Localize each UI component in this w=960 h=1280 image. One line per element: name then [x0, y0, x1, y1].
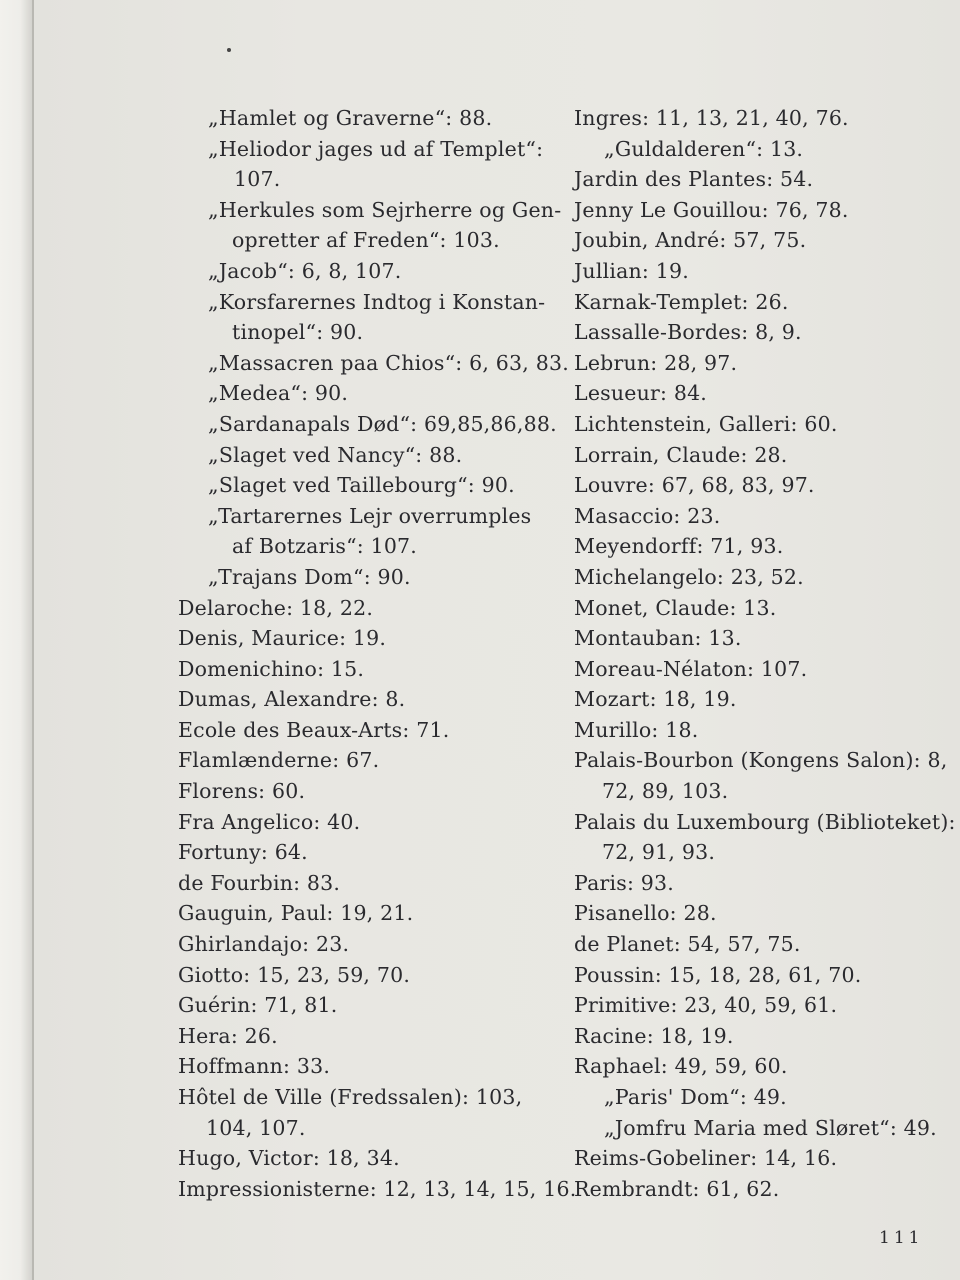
index-entry: „Massacren paa Chios“: 6, 63, 83.: [208, 350, 569, 375]
index-entry: Giotto: 15, 23, 59, 70.: [178, 962, 411, 987]
index-entry: Poussin: 15, 18, 28, 61, 70.: [574, 962, 862, 987]
index-entry: „Slaget ved Taillebourg“: 90.: [208, 473, 515, 498]
index-entry: „Heliodor jages ud af Templet“:: [208, 136, 544, 161]
index-entry: opretter af Freden“: 103.: [232, 228, 500, 253]
index-entry: „Guldalderen“: 13.: [604, 136, 804, 161]
page-edge: [0, 0, 34, 1280]
index-entry: Reims-Gobeliner: 14, 16.: [574, 1146, 838, 1171]
index-entry: Rembrandt: 61, 62.: [574, 1176, 780, 1201]
index-entry: Dumas, Alexandre: 8.: [178, 687, 406, 712]
index-entry: de Planet: 54, 57, 75.: [574, 932, 801, 957]
index-entry: Ghirlandajo: 23.: [178, 932, 350, 957]
index-entry: Ecole des Beaux-Arts: 71.: [178, 717, 450, 742]
index-entry: Michelangelo: 23, 52.: [574, 564, 804, 589]
index-entry: „Sardanapals Død“: 69,85,86,88.: [208, 411, 557, 436]
index-entry: de Fourbin: 83.: [178, 870, 341, 895]
index-entry: Ingres: 11, 13, 21, 40, 76.: [574, 106, 849, 130]
index-entry: Meyendorff: 71, 93.: [574, 534, 784, 559]
index-entry: Karnak-Templet: 26.: [574, 289, 789, 314]
index-entry: Murillo: 18.: [574, 717, 699, 742]
index-entry: Jardin des Plantes: 54.: [574, 167, 814, 192]
index-entry: Fra Angelico: 40.: [178, 809, 361, 834]
index-entry: 72, 91, 93.: [602, 840, 716, 865]
index-entry: „Korsfarernes Indtog i Konstan-: [208, 289, 546, 314]
index-entry: Fortuny: 64.: [178, 840, 308, 865]
index-entry: Hugo, Victor: 18, 34.: [178, 1146, 400, 1171]
index-entry: „Tartarernes Lejr overrumples: [208, 503, 532, 528]
index-column-left: [178, 103, 577, 1204]
index-entry: Guérin: 71, 81.: [178, 993, 338, 1018]
index-entry: Jullian: 19.: [574, 258, 689, 283]
index-entry: „Trajans Dom“: 90.: [208, 564, 411, 589]
index-entry: Lorrain, Claude: 28.: [574, 442, 788, 467]
index-entry: Mozart: 18, 19.: [574, 687, 737, 712]
index-entry: „Paris' Dom“: 49.: [604, 1085, 787, 1109]
index-entry: 104, 107.: [206, 1115, 306, 1140]
index-entry: 72, 89, 103.: [602, 779, 729, 804]
index-entry: Louvre: 67, 68, 83, 97.: [574, 473, 815, 498]
index-entry: Gauguin, Paul: 19, 21.: [178, 901, 414, 926]
index-entry: Racine: 18, 19.: [574, 1023, 734, 1048]
index-entry: Lassalle-Bordes: 8, 9.: [574, 320, 802, 345]
ink-dot: [227, 48, 231, 52]
index-entry: Domenichino: 15.: [178, 656, 365, 681]
index-entry: „Hamlet og Graverne“: 88.: [208, 106, 493, 130]
index-entry: Denis, Maurice: 19.: [178, 626, 387, 651]
index-entry: „Slaget ved Nancy“: 88.: [208, 442, 463, 467]
index-entry: Hoffmann: 33.: [178, 1054, 331, 1079]
index-entry: Paris: 93.: [574, 870, 674, 895]
index-entry: Palais-Bourbon (Kongens Salon): 8,: [574, 748, 948, 773]
index-entry: Hôtel de Ville (Fredssalen): 103,: [178, 1085, 523, 1109]
index-entry: Pisanello: 28.: [574, 901, 717, 926]
index-entry: Flamlænderne: 67.: [178, 748, 380, 773]
index-entry: af Botzaris“: 107.: [232, 534, 418, 559]
index-entry: Jenny Le Gouillou: 76, 78.: [574, 197, 849, 222]
index-entry: „Jacob“: 6, 8, 107.: [208, 258, 402, 283]
page-number: 111: [879, 1228, 924, 1248]
index-entry: Lichtenstein, Galleri: 60.: [574, 411, 838, 436]
index-entry: „Herkules som Sejrherre og Gen-: [208, 197, 562, 222]
index-entry: Florens: 60.: [178, 779, 306, 804]
index-entry: „Jomfru Maria med Sløret“: 49.: [604, 1115, 937, 1140]
index-entry: „Medea“: 90.: [208, 381, 349, 406]
index-entry: tinopel“: 90.: [232, 320, 364, 345]
index-entry: Delaroche: 18, 22.: [178, 595, 374, 620]
index-entry: Impressionisterne: 12, 13, 14, 15, 16.: [178, 1176, 577, 1201]
index-entry: Primitive: 23, 40, 59, 61.: [574, 993, 838, 1018]
index-column-right: [574, 103, 956, 1204]
index-entry: Joubin, André: 57, 75.: [574, 228, 807, 253]
index-entry: Raphael: 49, 59, 60.: [574, 1054, 788, 1079]
index-entry: Hera: 26.: [178, 1023, 278, 1048]
index-entry: Palais du Luxembourg (Biblioteket):: [574, 809, 956, 834]
index-entry: Moreau-Nélaton: 107.: [574, 656, 808, 681]
index-entry: Monet, Claude: 13.: [574, 595, 777, 620]
index-entry: Lebrun: 28, 97.: [574, 350, 738, 375]
index-entry: Montauban: 13.: [574, 626, 742, 651]
index-entry: Masaccio: 23.: [574, 503, 721, 528]
index-entry: Lesueur: 84.: [574, 381, 708, 406]
index-entry: 107.: [234, 167, 281, 192]
